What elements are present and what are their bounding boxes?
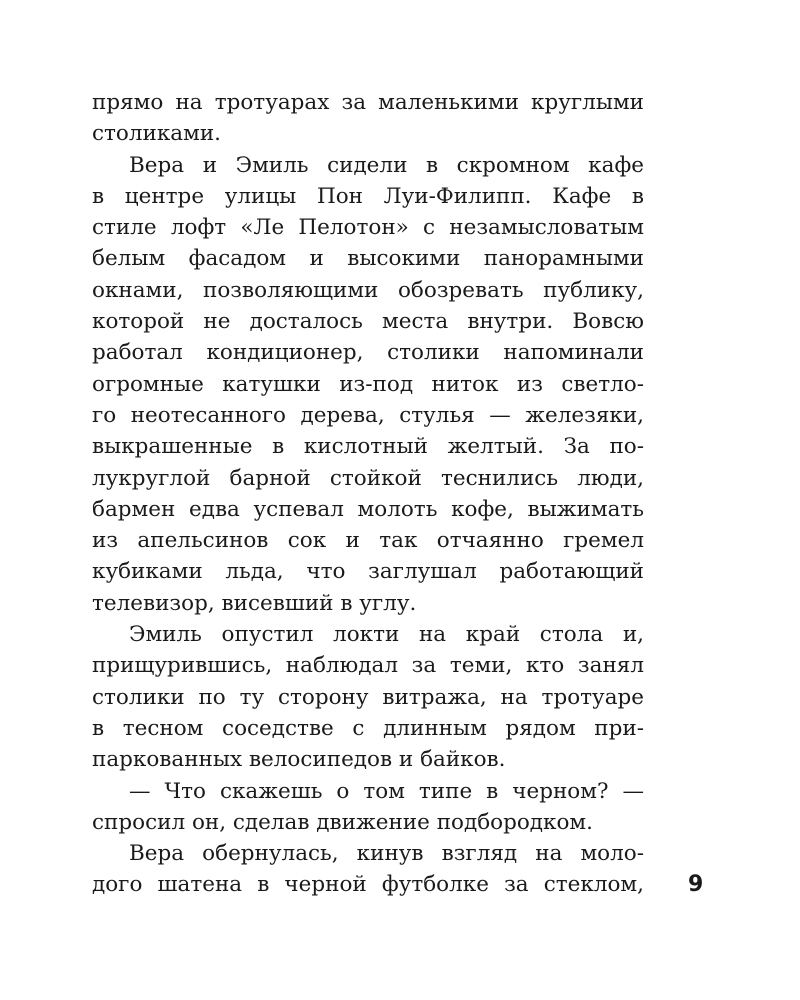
text-line: работал кондиционер, столики напоминали: [92, 340, 644, 366]
text-line: огромные катушки из-под ниток из светло-: [92, 371, 644, 397]
text-line: лукруглой барной стойкой теснились люди,: [92, 465, 644, 491]
text-line: которой не досталось места внутри. Вовсю: [92, 309, 644, 335]
page-number: 9: [688, 872, 704, 897]
text-line: телевизор, висевший в углу.: [92, 590, 417, 616]
text-line: окнами, позволяющими обозревать публику,: [92, 277, 644, 303]
text-line: из апельсинов сок и так отчаянно гремел: [92, 528, 644, 554]
text-line: Вера обернулась, кинув взгляд на моло-: [129, 841, 644, 867]
text-line: столики по ту сторону витража, на тротуаре: [92, 684, 644, 710]
body-text: [92, 87, 644, 901]
text-line: белым фасадом и высокими панорамными: [92, 246, 644, 272]
text-line: дого шатена в черной футболке за стеклом,: [92, 872, 644, 898]
text-line: го неотесанного дерева, стулья — железяки,: [92, 402, 644, 428]
text-line: в тесном соседстве с длинным рядом при-: [92, 715, 644, 741]
text-line: Эмиль опустил локти на край стола и,: [129, 622, 644, 648]
text-line: стиле лофт «Ле Пелотон» с незамысловатым: [92, 215, 644, 241]
text-line: бармен едва успевал молоть кофе, выжимать: [92, 496, 644, 522]
text-line: спросил он, сделав движение подбородком.: [92, 809, 593, 835]
text-line: в центре улицы Пон Луи-Филипп. Кафе в: [92, 183, 644, 209]
text-line: столиками.: [92, 121, 222, 147]
text-line: паркованных велосипедов и байков.: [92, 747, 506, 773]
text-line: кубиками льда, что заглушал работающий: [92, 559, 644, 585]
text-line: — Что скажешь о том типе в черном? —: [129, 778, 644, 804]
text-line: выкрашенные в кислотный желтый. За по-: [92, 434, 644, 460]
text-line: прищурившись, наблюдал за теми, кто занял: [92, 653, 644, 679]
text-line: Вера и Эмиль сидели в скромном кафе: [129, 152, 644, 178]
text-line: прямо на тротуарах за маленькими круглыми: [92, 90, 644, 115]
